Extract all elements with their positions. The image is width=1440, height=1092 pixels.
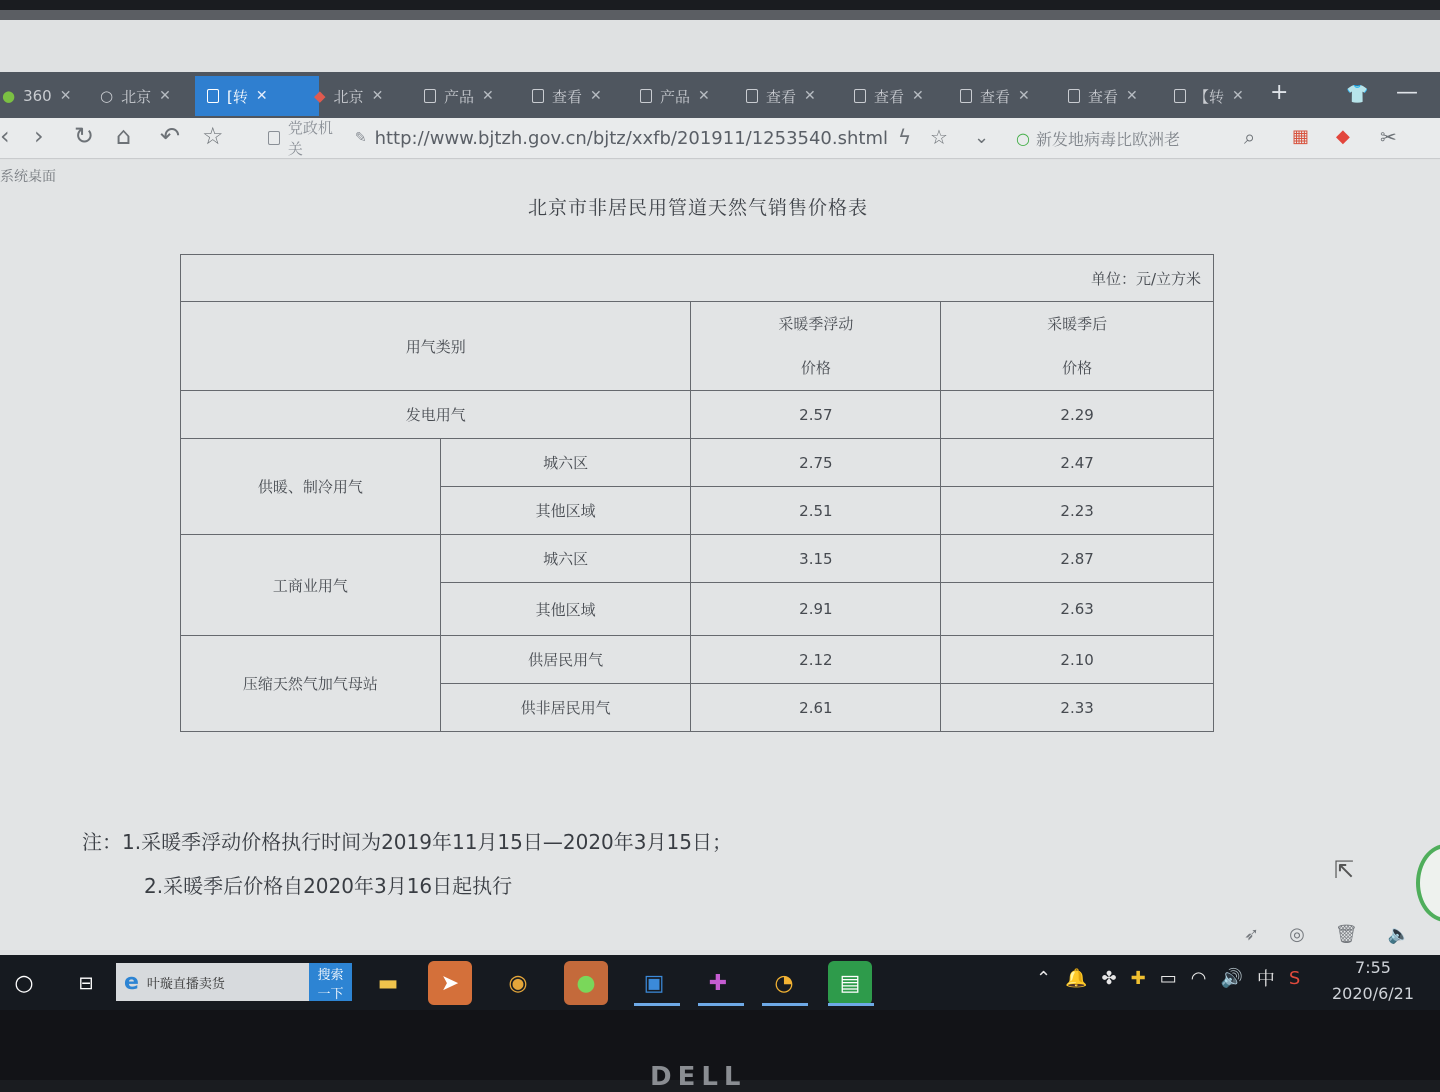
tab-close-icon[interactable]: ✕ — [698, 88, 710, 104]
page-icon — [854, 89, 866, 103]
tab-close-icon[interactable]: ✕ — [59, 88, 72, 104]
active-app-indicator — [762, 1003, 808, 1006]
ime-indicator[interactable]: 中 — [1256, 969, 1275, 990]
address-bar[interactable] — [268, 119, 888, 158]
table-row — [181, 636, 1214, 684]
search-logo-icon: ○ — [1016, 128, 1030, 148]
tab-label: 查看 — [980, 87, 1011, 106]
price-cell: 2.87 — [941, 535, 1214, 583]
category-cell: 发电用气 — [181, 391, 691, 439]
battery-icon[interactable]: ▭ — [1159, 967, 1177, 989]
tab-label: 北京 — [333, 87, 364, 106]
url-text[interactable]: http://www.bjtzh.gov.cn/bjtz/xxfb/201911/1253540.shtml — [374, 127, 888, 149]
tab-view-4[interactable] — [960, 78, 1030, 114]
mouse-cursor-icon: ⇱ — [1334, 856, 1355, 884]
vs-app-icon[interactable]: ▣ — [643, 970, 665, 996]
page-icon — [207, 89, 219, 103]
page-icon — [532, 89, 544, 103]
taskbar-search — [116, 963, 352, 1001]
refresh-icon[interactable]: ↻ — [74, 122, 95, 150]
diamond-icon: ◆ — [314, 87, 326, 105]
tab-view-3[interactable] — [854, 78, 924, 114]
price-cell: 2.23 — [941, 487, 1214, 535]
tray-app-icon[interactable]: ✤ — [1101, 967, 1117, 989]
lightning-icon[interactable]: ϟ — [898, 125, 912, 149]
feiyu-app-icon[interactable]: ➤ — [428, 961, 472, 1005]
active-app-indicator — [828, 1003, 874, 1006]
tab-label: 查看 — [1088, 87, 1119, 106]
tab-label: [转 — [227, 87, 248, 106]
category-cell: 工商业用气 — [181, 535, 441, 636]
subcategory-cell: 其他区域 — [440, 487, 691, 535]
price-cell: 2.12 — [691, 636, 941, 684]
sogou-icon[interactable]: S — [1288, 967, 1301, 989]
table-row — [181, 391, 1214, 439]
new-tab-icon[interactable]: + — [1270, 80, 1289, 105]
price-cell: 2.33 — [941, 684, 1214, 732]
browser-nav-bar — [0, 118, 1440, 159]
tab-close-icon[interactable]: ✕ — [371, 88, 384, 104]
tab-view-5[interactable] — [1068, 78, 1138, 114]
bell-icon[interactable]: 🔔 — [1065, 967, 1088, 989]
trash-icon[interactable]: 🗑 — [1334, 924, 1358, 945]
page-icon — [1174, 89, 1186, 103]
note-line-2: 2.采暖季后价格自2020年3月16日起执行 — [144, 874, 513, 898]
tab-label: 产品 — [660, 87, 691, 106]
note-line-1: 注：1.采暖季浮动价格执行时间为2019年11月15日—2020年3月15日； — [82, 830, 732, 854]
tab-view-2[interactable] — [746, 78, 816, 114]
tab-label: 产品 — [444, 87, 475, 106]
taskbar-search-button[interactable]: 搜索一下 — [309, 963, 352, 1001]
floating-price-header — [691, 302, 941, 391]
tab-close-icon[interactable]: ✕ — [590, 88, 602, 104]
clock-date: 2020/6/21 — [1331, 984, 1415, 1003]
page-icon — [746, 89, 758, 103]
gas-price-table — [180, 254, 1214, 732]
floating-assistant-ball[interactable] — [1416, 844, 1440, 922]
tab-close-icon[interactable]: ✕ — [1126, 88, 1138, 104]
screen-top-edge — [0, 10, 1440, 20]
game-icon[interactable]: ◆ — [1336, 126, 1350, 147]
price-cell: 2.63 — [941, 583, 1214, 636]
tab-active[interactable] — [195, 76, 319, 116]
tab-view-1[interactable] — [532, 78, 602, 114]
notes — [82, 820, 732, 908]
price-cell: 2.61 — [691, 684, 941, 732]
subcategory-cell: 其他区域 — [440, 583, 691, 636]
taskbar-search-input[interactable] — [139, 974, 309, 991]
clock-time: 7:55 — [1355, 958, 1391, 977]
page-icon — [1068, 89, 1080, 103]
post-season-price-header — [941, 302, 1214, 391]
security-shield-icon[interactable]: ✚ — [1130, 967, 1146, 989]
file-explorer-icon[interactable]: ▬ — [377, 970, 399, 996]
active-app-indicator — [634, 1003, 680, 1006]
unit-label: 单位：元/立方米 — [181, 255, 1214, 302]
laptop-screen — [0, 10, 1440, 1010]
task-view-icon[interactable]: ⊟ — [78, 972, 94, 994]
tab-label: 查看 — [766, 87, 797, 106]
tab-label: 查看 — [552, 87, 583, 106]
notes-app-icon[interactable]: ▤ — [828, 961, 872, 1005]
apps-grid-icon[interactable]: ▦ — [1292, 126, 1310, 147]
tab-close-icon[interactable]: ✕ — [1232, 88, 1244, 104]
table-row — [181, 439, 1214, 487]
browser-app-icon[interactable]: ◔ — [774, 970, 794, 996]
news-ticker[interactable] — [1016, 124, 1180, 152]
page-content — [0, 160, 1440, 950]
volume-icon[interactable]: 🔊 — [1220, 967, 1243, 989]
tab-label: 查看 — [874, 87, 905, 106]
category-cell: 供暖、制冷用气 — [181, 439, 441, 535]
category-header: 用气类别 — [181, 302, 691, 391]
active-app-indicator — [698, 1003, 744, 1006]
header-line: 价格 — [1062, 359, 1093, 377]
tab-repost[interactable] — [1174, 78, 1244, 114]
tab-label: 北京 — [121, 87, 152, 106]
bezel-logo: DELL — [650, 1062, 747, 1092]
subcategory-cell: 城六区 — [440, 439, 691, 487]
tab-close-icon[interactable]: ✕ — [159, 88, 171, 104]
favorite-star-icon[interactable]: ☆ — [202, 122, 224, 150]
header-row — [181, 302, 1214, 391]
wifi-icon[interactable]: ◠ — [1190, 967, 1207, 989]
browser-360-icon[interactable]: ◉ — [508, 970, 528, 996]
security-icon: ✎ — [354, 130, 367, 146]
tab-product-2[interactable] — [640, 78, 710, 114]
undo-icon[interactable]: ↶ — [160, 122, 181, 150]
header-line: 采暖季后 — [1047, 315, 1108, 333]
volume-icon[interactable]: 🔈 — [1387, 924, 1411, 945]
header-line: 采暖季浮动 — [778, 315, 854, 333]
forward-icon[interactable]: › — [34, 122, 44, 150]
search-icon: ○ — [100, 87, 114, 105]
unit-row — [181, 255, 1214, 302]
chevron-down-icon[interactable]: ⌄ — [974, 127, 990, 148]
chevron-up-icon[interactable]: ⌃ — [1036, 967, 1052, 989]
system-tray — [1036, 965, 1300, 991]
tab-label: 【转 — [1194, 87, 1225, 106]
minimize-icon[interactable]: — — [1396, 80, 1418, 105]
windows-taskbar — [0, 955, 1440, 1010]
search-icon[interactable]: ⌕ — [1244, 125, 1256, 149]
tab-360[interactable] — [2, 78, 71, 114]
desktop-label[interactable]: 系统桌面 — [0, 169, 56, 185]
tab-close-icon[interactable]: ✕ — [255, 88, 268, 104]
tab-beijing-2[interactable] — [314, 78, 383, 114]
page-icon — [960, 89, 972, 103]
price-cell: 2.75 — [691, 439, 941, 487]
rocket-icon[interactable]: ➶ — [1244, 924, 1260, 945]
news-text: 新发地病毒比欧洲老 — [1035, 129, 1180, 149]
system-clock[interactable] — [1330, 955, 1416, 1007]
subcategory-cell: 供居民用气 — [440, 636, 691, 684]
mosaic-app-icon[interactable]: ✚ — [708, 970, 728, 996]
360-logo-icon: ● — [2, 87, 16, 105]
price-cell: 2.29 — [941, 391, 1214, 439]
browser-status-icons — [1244, 924, 1410, 945]
skin-shirt-icon[interactable]: 👕 — [1346, 84, 1369, 105]
tab-product-1[interactable] — [424, 78, 494, 114]
page-icon — [640, 89, 652, 103]
browser-tab-bar — [0, 72, 1440, 118]
page-icon — [424, 89, 436, 103]
back-icon[interactable]: ‹ — [0, 122, 10, 150]
subcategory-cell: 城六区 — [440, 535, 691, 583]
price-cell: 2.91 — [691, 583, 941, 636]
price-cell: 3.15 — [691, 535, 941, 583]
tab-close-icon[interactable]: ✕ — [804, 88, 816, 104]
site-category-chip: 党政机关 — [287, 119, 333, 158]
ie-logo-icon: e — [124, 969, 139, 995]
wechat-icon[interactable]: ● — [564, 961, 608, 1005]
page-title: 北京市非居民用管道天然气销售价格表 — [527, 197, 868, 219]
category-cell: 压缩天然气加气母站 — [181, 636, 441, 732]
tab-close-icon[interactable]: ✕ — [912, 88, 924, 104]
speed-icon[interactable]: ◎ — [1289, 924, 1305, 945]
table-row — [181, 535, 1214, 583]
subcategory-cell: 供非居民用气 — [440, 684, 691, 732]
tab-close-icon[interactable]: ✕ — [1018, 88, 1030, 104]
price-cell: 2.10 — [941, 636, 1214, 684]
bookmark-star-icon[interactable]: ☆ — [930, 125, 948, 149]
home-icon[interactable]: ⌂ — [116, 122, 132, 150]
tab-beijing-1[interactable] — [100, 78, 171, 114]
page-icon — [268, 131, 280, 145]
price-cell: 2.57 — [691, 391, 941, 439]
header-line: 价格 — [800, 359, 831, 377]
price-cell: 2.51 — [691, 487, 941, 535]
price-cell: 2.47 — [941, 439, 1214, 487]
cortana-circle-icon[interactable]: ○ — [14, 970, 34, 996]
tab-close-icon[interactable]: ✕ — [482, 88, 494, 104]
tab-label: 360 — [23, 87, 52, 105]
scissors-icon[interactable]: ✂ — [1380, 125, 1397, 149]
